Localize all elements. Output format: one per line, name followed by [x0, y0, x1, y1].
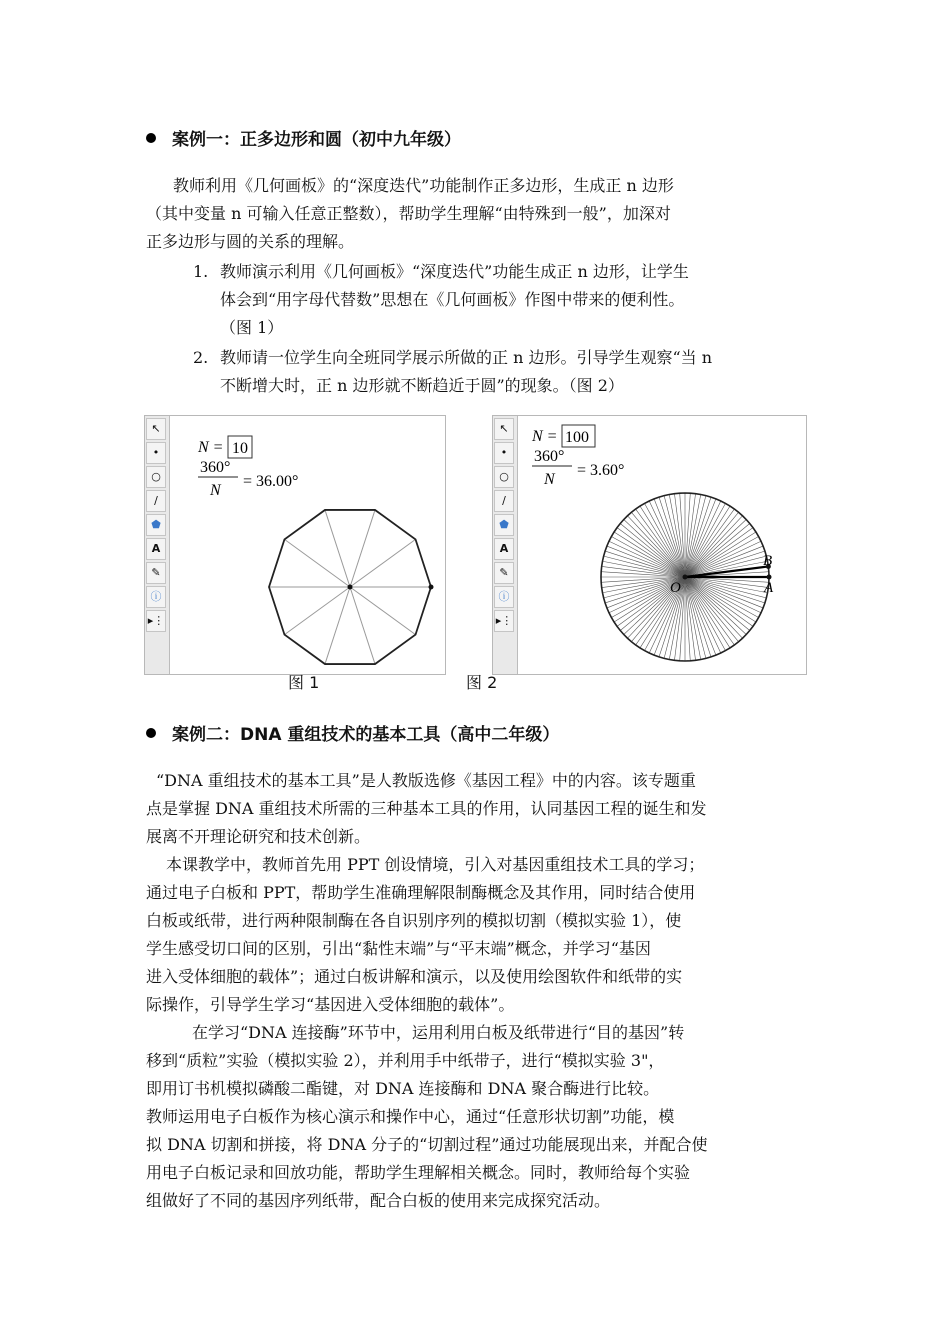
figure-1-canvas	[170, 416, 444, 674]
figure-2-screenshot	[492, 415, 807, 675]
arrow-tool-icon[interactable]: ↖	[146, 418, 166, 440]
text-line: 教师利用《几何画板》的“深度迭代”功能制作正多边形，生成正 n 边形	[173, 176, 674, 195]
polygon-100	[601, 493, 772, 661]
point-dot	[429, 585, 434, 590]
text-line: 移到“质粒”实验（模拟实验 2），并利用手中纸带子，进行“模拟实验 3"，	[146, 1051, 665, 1070]
list-number: 2.	[193, 348, 209, 367]
segment-tool-icon[interactable]: ∕	[146, 490, 166, 512]
spoke-line	[350, 510, 375, 587]
case2-paragraph-2	[146, 851, 808, 1019]
case2-paragraph-4	[146, 1103, 808, 1215]
info-tool-icon[interactable]: ⓘ	[494, 586, 514, 608]
text-line: 点是掌握 DNA 重组技术所需的三种基本工具的作用，认同基因工程的诞生和发	[146, 799, 707, 818]
point-dot	[683, 575, 688, 580]
bullet-icon	[146, 728, 156, 738]
spoke-line	[350, 587, 416, 635]
text-line: 体会到“用字母代替数”思想在《几何画板》作图中带来的便利性。	[220, 290, 685, 309]
polygon-tool-icon[interactable]: ⬟	[146, 514, 166, 536]
spoke-line	[350, 587, 375, 664]
text-tool-icon[interactable]: A	[494, 538, 514, 560]
fraction-denominator: N	[544, 471, 555, 488]
text-line: （图 1）	[220, 318, 284, 337]
text-line: 教师演示利用《几何画板》“深度迭代”功能生成正 n 边形，让学生	[220, 262, 689, 281]
text-line: 即用订书机模拟磷酸二酯键，对 DNA 连接酶和 DNA 聚合酶进行比较。	[146, 1079, 660, 1098]
list-number: 1.	[193, 262, 209, 281]
text-line: （其中变量 n 可输入任意正整数），帮助学生理解“由特殊到一般”，加深对	[146, 204, 671, 223]
sketchpad-toolbar	[493, 416, 518, 674]
n-label: N =	[198, 439, 224, 456]
point-o-label: O	[670, 580, 681, 596]
text-line: 展离不开理论研究和技术创新。	[146, 827, 371, 846]
spoke-line	[284, 539, 350, 587]
point-dot	[348, 585, 353, 590]
info-tool-icon[interactable]: ⓘ	[146, 586, 166, 608]
spoke-line	[325, 510, 350, 587]
custom-tool-icon[interactable]: ▸⋮	[146, 610, 166, 632]
spoke-line	[325, 587, 350, 664]
text-line: 际操作，引导学生学习“基因进入受体细胞的载体”。	[146, 995, 515, 1014]
marker-tool-icon[interactable]: ✎	[494, 562, 514, 584]
figure-1-caption: 图 1	[288, 673, 320, 692]
n-value: 10	[232, 440, 248, 457]
text-line: 不断增大时，正 n 边形就不断趋近于圆”的现象。（图 2）	[220, 376, 624, 395]
text-line: “DNA 重组技术的基本工具”是人教版选修《基因工程》中的内容。该专题重	[156, 771, 696, 790]
marker-tool-icon[interactable]: ✎	[146, 562, 166, 584]
text-line: 白板或纸带，进行两种限制酶在各自识别序列的模拟切割（模拟实验 1），使	[146, 911, 682, 930]
text-line: 进入受体细胞的载体”；通过白板讲解和演示，以及使用绘图软件和纸带的实	[146, 967, 683, 986]
segment-tool-icon[interactable]: ∕	[494, 490, 514, 512]
circle-tool-icon[interactable]: ○	[146, 466, 166, 488]
n-label: N =	[532, 428, 558, 445]
result-value: = 36.00°	[243, 473, 299, 490]
result-value: = 3.60°	[577, 462, 625, 479]
text-line: 通过电子白板和 PPT，帮助学生准确理解限制酶概念及其作用，同时结合使用	[146, 883, 696, 902]
text-line: 在学习“DNA 连接酶”环节中，运用利用白板及纸带进行“目的基因”转	[192, 1023, 685, 1042]
spoke-line	[350, 539, 416, 587]
text-line: 拟 DNA 切割和拼接，将 DNA 分子的“切割过程”通过功能展现出来，并配合使	[146, 1135, 708, 1154]
polygon-10	[269, 510, 434, 664]
sketchpad-toolbar	[145, 416, 170, 674]
bullet-icon	[146, 133, 156, 143]
case2-paragraph-1	[146, 767, 808, 851]
n-value: 100	[565, 429, 589, 446]
text-line: 教师请一位学生向全班同学展示所做的正 n 边形。引导学生观察“当 n	[220, 348, 713, 367]
text-line: 组做好了不同的基因序列纸带，配合白板的使用来完成探究活动。	[146, 1191, 611, 1210]
figure-1-screenshot	[144, 415, 446, 675]
fraction-numerator: 360°	[534, 448, 565, 465]
text-line: 正多边形与圆的关系的理解。	[146, 232, 355, 251]
point-tool-icon[interactable]: •	[494, 442, 514, 464]
text-tool-icon[interactable]: A	[146, 538, 166, 560]
point-a-label: A	[764, 580, 774, 596]
fraction-denominator: N	[210, 482, 221, 499]
case1-heading: 案例一：正多边形和圆（初中九年级）	[146, 125, 461, 150]
point-dot	[767, 575, 772, 580]
text-line: 学生感受切口间的区别，引出“黏性末端”与“平末端”概念，并学习“基因	[146, 939, 651, 958]
spoke-line	[284, 587, 350, 635]
case1-intro	[146, 172, 808, 256]
case2-paragraph-3	[146, 1019, 808, 1103]
text-line: 教师运用电子白板作为核心演示和操作中心，通过“任意形状切割”功能，模	[146, 1107, 675, 1126]
arrow-tool-icon[interactable]: ↖	[494, 418, 514, 440]
figure-2-caption: 图 2	[466, 673, 498, 692]
point-tool-icon[interactable]: •	[146, 442, 166, 464]
text-line: 用电子白板记录和回放功能，帮助学生理解相关概念。同时，教师给每个实验	[146, 1163, 691, 1182]
text-line: 本课教学中，教师首先用 PPT 创设情境，引入对基因重组技术工具的学习；	[166, 855, 705, 874]
polygon-tool-icon[interactable]: ⬟	[494, 514, 514, 536]
case2-heading: 案例二：DNA 重组技术的基本工具（高中二年级）	[146, 720, 559, 745]
custom-tool-icon[interactable]: ▸⋮	[494, 610, 514, 632]
point-b-label: B	[763, 553, 773, 569]
figure-2-canvas	[518, 416, 805, 674]
circle-tool-icon[interactable]: ○	[494, 466, 514, 488]
fraction-numerator: 360°	[200, 459, 231, 476]
